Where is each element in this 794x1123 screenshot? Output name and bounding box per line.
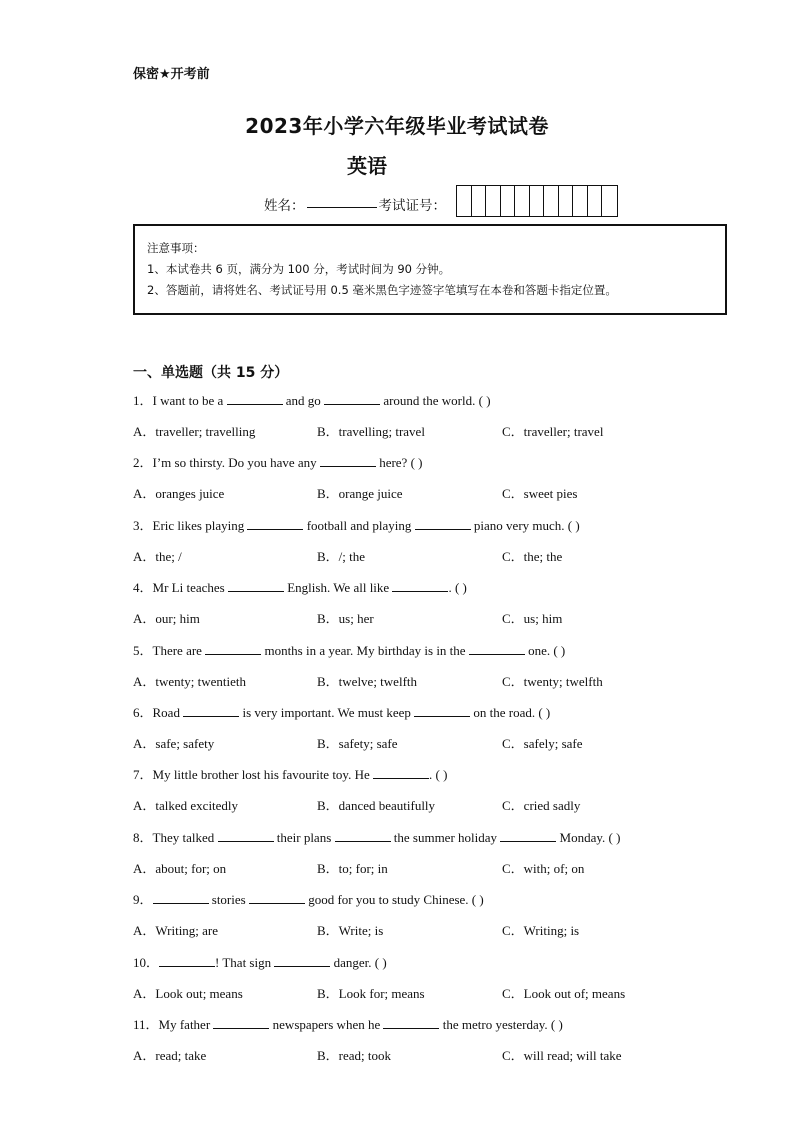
answer-option[interactable]: B．read; took xyxy=(317,1048,392,1063)
answer-option[interactable]: C．Writing; is xyxy=(502,923,580,939)
answer-option[interactable]: A．the; / xyxy=(133,548,182,564)
question-number: 2． xyxy=(133,455,153,471)
answer-option[interactable]: B．to; for; in xyxy=(317,860,388,876)
answer-blank xyxy=(153,891,209,904)
question-number: 4． xyxy=(133,580,153,596)
notice-item: 1、本试卷共 6 页，满分为 100 分，考试时间为 90 分钟。 xyxy=(147,262,451,276)
question-text: ! That sign xyxy=(215,954,275,970)
exam-number-box[interactable] xyxy=(501,186,516,216)
name-label: 姓名： xyxy=(264,198,305,214)
question-text: I want to be a xyxy=(152,393,227,408)
question-text: piano very much. ( ) xyxy=(470,517,580,533)
question-number: 8． xyxy=(133,829,153,845)
question-stem xyxy=(133,640,565,659)
question-stem xyxy=(133,889,484,908)
answer-blank xyxy=(247,517,303,530)
question-text: the summer holiday xyxy=(390,829,501,845)
exam-number-boxes[interactable] xyxy=(456,185,618,217)
question-number: 7． xyxy=(133,767,153,783)
question-text: danger. ( ) xyxy=(330,954,387,970)
question-text: English. We all like xyxy=(283,580,393,596)
exam-number-box[interactable] xyxy=(486,186,501,216)
question-text: one. ( ) xyxy=(524,642,566,658)
answer-option[interactable]: A．Look out; means xyxy=(133,985,243,1001)
answer-blank xyxy=(335,829,391,842)
subject-title: 英语 xyxy=(347,154,387,178)
question-stem xyxy=(133,515,580,534)
answer-option[interactable]: A．Writing; are xyxy=(133,923,219,939)
question-text: There are xyxy=(152,642,206,658)
answer-option[interactable]: B．Look for; means xyxy=(317,985,425,1001)
answer-option[interactable]: A．talked excitedly xyxy=(133,798,239,814)
question-number: 9． xyxy=(133,892,153,908)
question-text: Road xyxy=(152,705,184,720)
question-stem xyxy=(133,390,491,409)
question-stem xyxy=(133,702,550,721)
answer-option[interactable]: C．safely; safe xyxy=(502,736,583,751)
answer-blank xyxy=(227,392,283,405)
answer-option[interactable]: C．us; him xyxy=(502,611,563,627)
answer-blank xyxy=(324,392,380,405)
question-number: 6． xyxy=(133,705,153,720)
answer-blank xyxy=(228,579,284,592)
answer-option[interactable]: C．traveller; travel xyxy=(502,424,604,439)
exam-number-box[interactable] xyxy=(472,186,487,216)
confidential-label: 保密★开考前 xyxy=(133,67,210,82)
question-text: the metro yesterday. ( ) xyxy=(439,1017,563,1032)
exam-number-box[interactable] xyxy=(457,186,472,216)
question-text: months in a year. My birthday is in the xyxy=(261,642,469,658)
notice-item: 2、答题前，请将姓名、考试证号用 0.5 毫米黑色字迹签字笔填写在本卷和答题卡指定位置。 xyxy=(147,283,617,297)
exam-number-label: 考试证号： xyxy=(378,198,446,214)
question-text: and go xyxy=(282,393,325,408)
section-heading: 一、单选题（共 15 分） xyxy=(133,365,289,381)
answer-option[interactable]: A．safe; safety xyxy=(133,736,215,751)
answer-option[interactable]: B．safety; safe xyxy=(317,736,398,751)
answer-option[interactable]: C．the; the xyxy=(502,548,563,564)
answer-option[interactable]: C．sweet pies xyxy=(502,486,578,502)
answer-blank xyxy=(213,1016,269,1029)
question-number: 1． xyxy=(133,393,153,408)
question-number: 3． xyxy=(133,517,153,533)
student-id-line xyxy=(264,186,618,214)
question-number: 11． xyxy=(133,1017,159,1032)
notice-heading: 注意事项： xyxy=(147,241,205,255)
question-text: stories xyxy=(208,892,249,908)
question-text: on the road. ( ) xyxy=(470,705,551,720)
question-text: My father xyxy=(158,1017,214,1032)
answer-option[interactable]: A．about; for; on xyxy=(133,860,227,876)
question-text: . ( ) xyxy=(429,767,448,783)
exam-title: 2023年小学六年级毕业考试试卷 xyxy=(245,114,549,138)
exam-number-box[interactable] xyxy=(573,186,588,216)
question-text: is very important. We must keep xyxy=(239,705,415,720)
answer-option[interactable]: B．twelve; twelfth xyxy=(317,673,418,689)
answer-option[interactable]: B．danced beautifully xyxy=(317,798,436,814)
answer-blank xyxy=(218,829,274,842)
question-stem xyxy=(133,577,467,596)
question-text: Mr Li teaches xyxy=(152,580,228,596)
answer-blank xyxy=(249,891,305,904)
exam-number-box[interactable] xyxy=(544,186,559,216)
question-text: I’m so thirsty. Do you have any xyxy=(152,455,320,471)
exam-number-box[interactable] xyxy=(515,186,530,216)
answer-blank xyxy=(183,704,239,717)
question-stem xyxy=(133,764,447,783)
answer-option[interactable]: B．/; the xyxy=(317,548,366,564)
answer-blank xyxy=(414,704,470,717)
answer-option[interactable]: B．travelling; travel xyxy=(317,424,425,439)
answer-blank xyxy=(415,517,471,530)
answer-blank xyxy=(383,1016,439,1029)
question-number: 10． xyxy=(133,954,160,970)
answer-option[interactable]: A．oranges juice xyxy=(133,486,225,502)
answer-option[interactable]: A．twenty; twentieth xyxy=(133,673,247,689)
question-stem xyxy=(133,452,423,471)
question-text: newspapers when he xyxy=(269,1017,384,1032)
answer-option[interactable]: B．orange juice xyxy=(317,486,403,502)
question-text: Monday. ( ) xyxy=(556,829,621,845)
answer-blank xyxy=(274,954,330,967)
question-text: My little brother lost his favourite toy. He xyxy=(152,767,373,783)
question-text: Eric likes playing xyxy=(152,517,248,533)
answer-option[interactable]: C．cried sadly xyxy=(502,798,581,814)
question-text: . ( ) xyxy=(448,580,467,596)
answer-blank xyxy=(392,579,448,592)
answer-blank xyxy=(159,954,215,967)
question-text: here? ( ) xyxy=(375,455,423,471)
answer-option[interactable]: C．twenty; twelfth xyxy=(502,673,603,689)
question-stem xyxy=(133,952,387,971)
answer-blank xyxy=(205,642,261,655)
answer-option[interactable]: A．traveller; travelling xyxy=(133,424,256,439)
exam-number-box[interactable] xyxy=(588,186,603,216)
question-text: football and playing xyxy=(303,517,415,533)
answer-blank xyxy=(500,829,556,842)
answer-option[interactable]: A．our; him xyxy=(133,611,200,627)
answer-option[interactable]: C．will read; will take xyxy=(502,1048,622,1063)
answer-option[interactable]: C．Look out of; means xyxy=(502,985,626,1001)
exam-number-box[interactable] xyxy=(530,186,545,216)
question-stem xyxy=(133,1014,563,1033)
question-text: good for you to study Chinese. ( ) xyxy=(304,892,484,908)
question-number: 5． xyxy=(133,642,153,658)
answer-blank xyxy=(320,454,376,467)
answer-blank xyxy=(373,766,429,779)
question-text: their plans xyxy=(273,829,335,845)
question-text: around the world. ( ) xyxy=(380,393,491,408)
answer-blank xyxy=(469,642,525,655)
answer-option[interactable]: A．read; take xyxy=(133,1048,207,1063)
exam-number-box[interactable] xyxy=(602,186,617,216)
notice-box xyxy=(133,224,727,315)
name-blank[interactable] xyxy=(307,206,377,208)
question-text: They talked xyxy=(152,829,218,845)
question-stem xyxy=(133,827,620,846)
answer-option[interactable]: B．us; her xyxy=(317,611,374,627)
exam-number-box[interactable] xyxy=(559,186,574,216)
answer-option[interactable]: B．Write; is xyxy=(317,923,384,939)
answer-option[interactable]: C．with; of; on xyxy=(502,860,585,876)
